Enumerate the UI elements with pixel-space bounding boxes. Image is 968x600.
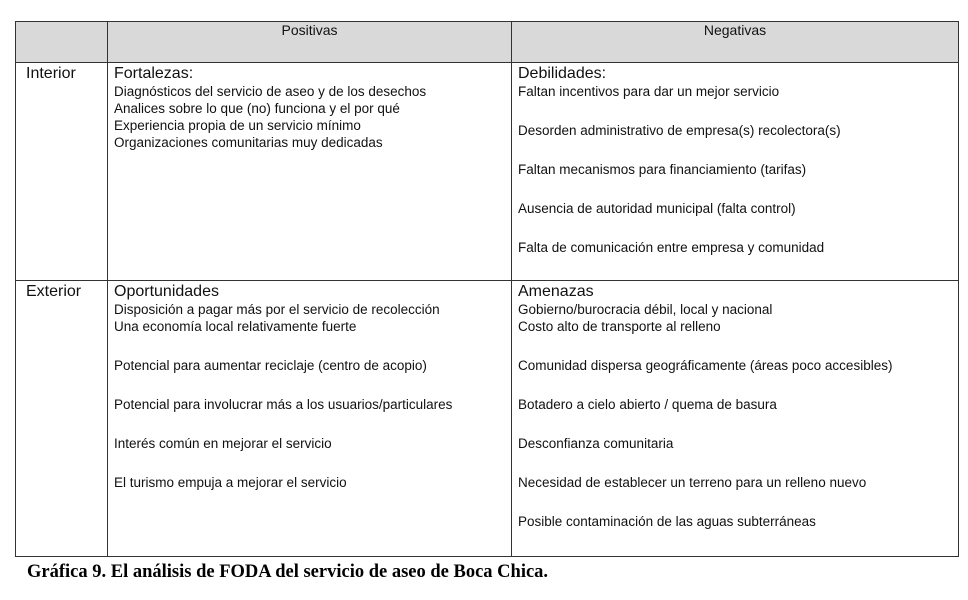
- list-item: Organizaciones comunitarias muy dedicadas: [114, 135, 383, 150]
- list-item: Comunidad dispersa geográficamente (áreas poco accesibles): [518, 358, 893, 373]
- list-item: Botadero a cielo abierto / quema de basura: [518, 397, 777, 412]
- list-item: Faltan mecanismos para financiamiento (tarifas): [518, 162, 807, 177]
- cell-debilidades: [512, 63, 959, 281]
- list-item: Posible contaminación de las aguas subterráneas: [518, 514, 816, 529]
- header-positive: Positivas: [108, 22, 512, 63]
- list-item: Gobierno/burocracia débil, local y nacional: [518, 302, 773, 317]
- list-item: Disposición a pagar más por el servicio de recolección: [114, 302, 440, 317]
- cell-amenazas: [512, 281, 959, 557]
- row-label-interior: Interior: [16, 63, 108, 281]
- row-label-exterior: Exterior: [16, 281, 108, 557]
- list-item: El turismo empuja a mejorar el servicio: [114, 475, 347, 490]
- fortalezas-list: [114, 83, 505, 151]
- fortalezas-title: Fortalezas:: [114, 65, 194, 82]
- list-item: Una economía local relativamente fuerte: [114, 319, 357, 334]
- list-item: Faltan incentivos para dar un mejor servicio: [518, 84, 780, 99]
- list-item: Desorden administrativo de empresa(s) recolectora(s): [518, 123, 841, 138]
- row-interior: [16, 63, 959, 281]
- foda-table: [15, 21, 959, 557]
- amenazas-list: [518, 301, 952, 530]
- list-item: Diagnósticos del servicio de aseo y de los desechos: [114, 84, 427, 99]
- row-exterior: [16, 281, 959, 557]
- list-item: Costo alto de transporte al relleno: [518, 319, 721, 334]
- cell-oportunidades: [108, 281, 512, 557]
- list-item: Ausencia de autoridad municipal (falta control): [518, 201, 796, 216]
- oportunidades-list: [114, 301, 505, 491]
- oportunidades-title: Oportunidades: [114, 283, 219, 300]
- list-item: Potencial para involucrar más a los usuarios/particulares: [114, 397, 453, 412]
- list-item: Necesidad de establecer un terreno para un relleno nuevo: [518, 475, 867, 490]
- list-item: Falta de comunicación entre empresa y comunidad: [518, 240, 825, 255]
- header-negative: Negativas: [512, 22, 959, 63]
- header-row: [16, 22, 959, 63]
- figure-caption: Gráfica 9. El análisis de FODA del servicio de aseo de Boca Chica.: [27, 562, 549, 582]
- list-item: Potencial para aumentar reciclaje (centro de acopio): [114, 358, 427, 373]
- cell-fortalezas: [108, 63, 512, 281]
- corner-header: [16, 22, 108, 63]
- list-item: Desconfianza comunitaria: [518, 436, 674, 451]
- debilidades-list: [518, 83, 952, 256]
- debilidades-title: Debilidades:: [518, 65, 607, 82]
- amenazas-title: Amenazas: [518, 283, 594, 300]
- list-item: Interés común en mejorar el servicio: [114, 436, 332, 451]
- list-item: Analices sobre lo que (no) funciona y el por qué: [114, 101, 400, 116]
- list-item: Experiencia propia de un servicio mínimo: [114, 118, 361, 133]
